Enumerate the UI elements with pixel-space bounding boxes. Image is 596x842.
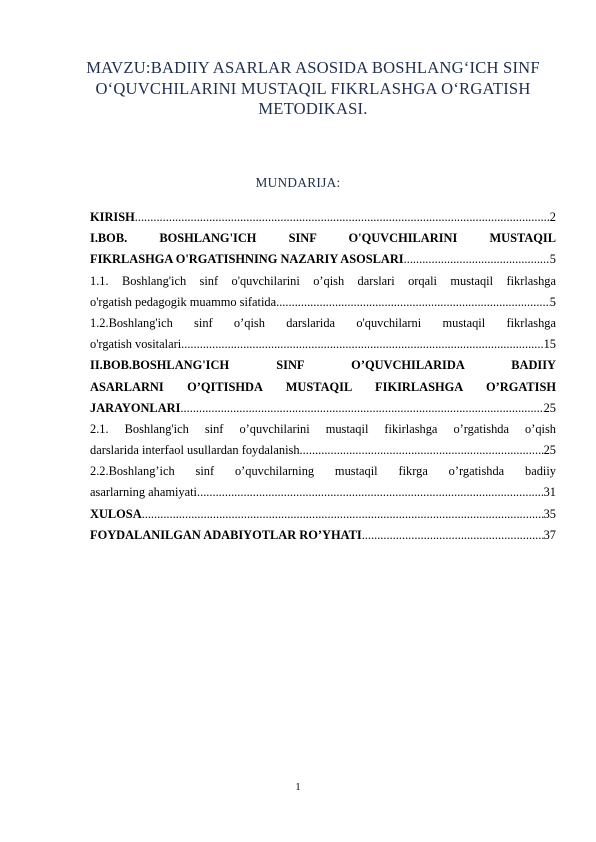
toc-entry-2-2-line1: 2.2.Boshlang’ich sinf o’quvchilarning mustaqil fikrga o’rgatishda badiiy [90,464,556,479]
toc-entry-2-1-line2 [90,440,556,461]
toc-entry-xulosa [90,504,556,525]
toc-page-number: 2 [549,210,556,224]
dot-leader [362,525,544,546]
toc-page-number: 5 [549,294,556,309]
toc-entry-1-2-line1: 1.2.Boshlang'ich sinf o’qish darslarida o'quvchilarni mustaqil fikrlashga [90,315,556,330]
toc-entry-2-1-line1: 2.1. Boshlang'ich sinf o’quvchilarini mustaqil fikirlashga o’rgatishda o’qish [90,421,556,436]
toc-entry-chapter1-line1: I.BOB. BOSHLANG'ICH SINF O'QUVCHILARINI MUSTAQIL [90,231,556,246]
toc-entry-text: asarlarning ahamiyati [90,485,197,500]
toc-entry-text: FIKRLASHGA O'RGATISHNING NAZARIY ASOSLARI [90,252,404,267]
title-line-3: METODIKASI. [258,99,368,118]
title-line-1: MAVZU:BADIIY ASARLAR ASOSIDA BOSHLANG‘ICH SINF [86,58,540,77]
toc-entry-text: o'rgatish pedagogik muammo sifatida [90,294,277,309]
document-title [70,58,556,120]
toc-entry-text: KIRISH [90,210,135,224]
toc-entry-1-1-line1: 1.1. Boshlang'ich sinf o'quvchilarini o’qish darslari orqali mustaqil fikrlashga [90,273,556,288]
dot-leader [300,440,544,461]
dot-leader [276,292,550,313]
toc-entry-adabiyotlar [90,525,556,546]
toc-page-number: 37 [543,527,556,542]
toc-entry-1-1-line2 [90,292,556,313]
toc-page-number: 25 [543,400,556,415]
dot-leader [135,207,550,228]
toc-entry-text: JARAYONLARI [90,400,181,415]
toc-entry-chapter2-line3 [90,398,556,419]
toc-page-number: 31 [543,485,556,500]
toc-entry-chapter2-line2: ASARLARNI O’QITISHDA MUSTAQIL FIKIRLASHGA O’RGATISH [90,379,556,394]
toc-entry-chapter1-line2 [90,249,556,270]
dot-leader [197,482,544,503]
toc-page-number: 35 [543,506,556,521]
toc-entry-1-2-line2 [90,334,556,355]
toc-entry-chapter2-line1: II.BOB.BOSHLANG'ICH SINF O’QUVCHILARIDA BADIIY [90,358,556,373]
table-of-contents [90,207,556,546]
toc-page-number: 25 [543,443,556,458]
dot-leader [404,249,550,270]
contents-heading: MUNDARIJA: [255,175,341,190]
dot-leader [142,504,544,525]
toc-entry-2-2-line2 [90,482,556,503]
toc-page-number: 15 [543,337,556,352]
toc-entry-text: o'rgatish vositalari [90,337,182,352]
toc-entry-text: XULOSA [90,506,142,521]
toc-entry-text: darslarida interfaol usullardan foydalanish [90,443,300,458]
toc-page-number: 5 [549,252,556,267]
toc-entry-kirish [90,207,556,228]
dot-leader [181,334,543,355]
title-line-2: O‘QUVCHILARINI MUSTAQIL FIKRLASHGA O‘RGATISH [95,78,531,98]
toc-entry-text: FOYDALANILGAN ADABIYOTLAR RO’YHATI [90,527,362,542]
page-number: 1 [295,782,301,793]
dot-leader [180,398,543,419]
